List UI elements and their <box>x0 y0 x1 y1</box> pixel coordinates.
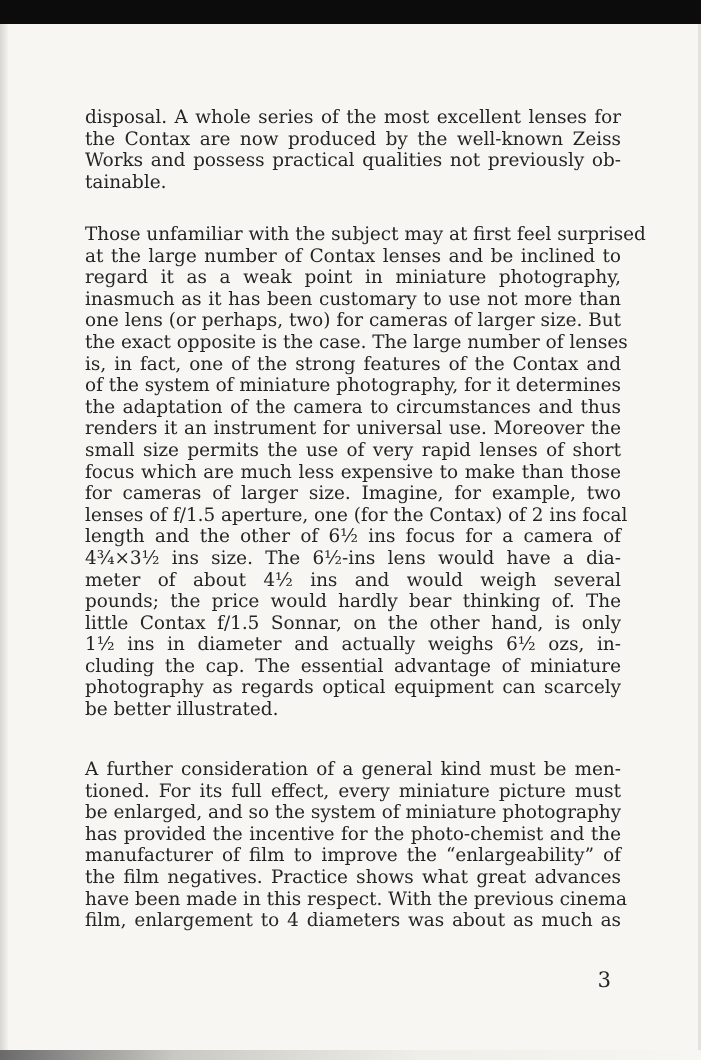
scan-top-edge <box>0 0 701 24</box>
text-line: length and the other of 6½ ins focus for a camera of <box>85 526 621 548</box>
text-line: be enlarged, and so the system of miniature photography <box>85 802 621 824</box>
text-line: has provided the incentive for the photo-chemist and the <box>85 823 621 845</box>
scan-left-edge <box>0 24 8 1060</box>
text-line: the Contax are now produced by the well-known Zeiss <box>85 128 621 150</box>
paragraph-2 <box>85 224 646 721</box>
text-line: small size permits the use of very rapid lenses of short <box>85 439 621 461</box>
text-line: Those unfamiliar with the subject may at first feel surprised <box>85 224 646 245</box>
text-line: the adaptation of the camera to circumstances and thus <box>85 396 621 418</box>
text-line: disposal. A whole series of the most excellent lenses for <box>85 107 621 128</box>
text-line: Works and possess practical qualities not previously ob- <box>85 150 621 172</box>
text-line: manufacturer of film to improve the “enlargeability” of <box>85 845 621 867</box>
text-line: one lens (or perhaps, two) for cameras of larger size. But <box>85 310 621 332</box>
text-line: of the system of miniature photography, for it determines <box>85 375 621 397</box>
paragraph-1 <box>85 107 621 193</box>
text-line: cluding the cap. The essential advantage of miniature <box>85 655 621 677</box>
text-line: film, enlargement to 4 diameters was about as much as <box>85 910 621 932</box>
text-line: A further consideration of a general kind must be men- <box>85 759 621 780</box>
page-number: 3 <box>597 968 611 992</box>
text-line: for cameras of larger size. Imagine, for example, two <box>85 483 621 505</box>
text-line: at the large number of Contax lenses and be inclined to <box>85 245 621 267</box>
text-line: the film negatives. Practice shows what great advances <box>85 866 621 888</box>
paragraph-3 <box>85 759 627 932</box>
text-line: little Contax f/1.5 Sonnar, on the other hand, is only <box>85 612 621 634</box>
text-line: pounds; the price would hardly bear thinking of. The <box>85 591 621 613</box>
text-line: have been made in this respect. With the previous cinema <box>85 888 627 910</box>
text-line: lenses of f/1.5 aperture, one (for the Contax) of 2 ins focal <box>85 504 628 526</box>
text-line: 4¾×3½ ins size. The 6½-ins lens would have a dia- <box>85 547 621 569</box>
text-line: tainable. <box>85 171 167 193</box>
text-line: tioned. For its full effect, every miniature picture must <box>85 780 621 802</box>
text-line: photography as regards optical equipment can scarcely <box>85 677 621 699</box>
text-line: focus which are much less expensive to make than those <box>85 461 621 483</box>
text-line: is, in fact, one of the strong features of the Contax and <box>85 353 621 375</box>
text-line: meter of about 4½ ins and would weigh several <box>85 569 621 591</box>
scan-bottom-edge <box>0 1050 701 1060</box>
text-line: inasmuch as it has been customary to use not more than <box>85 288 621 310</box>
text-line: 1½ ins in diameter and actually weighs 6½ ozs, in- <box>85 634 621 656</box>
text-line: be better illustrated. <box>85 699 279 721</box>
text-line: regard it as a weak point in miniature photography, <box>85 267 621 289</box>
text-line: renders it an instrument for universal use. Moreover the <box>85 418 621 440</box>
text-line: the exact opposite is the case. The large number of lenses <box>85 331 628 353</box>
